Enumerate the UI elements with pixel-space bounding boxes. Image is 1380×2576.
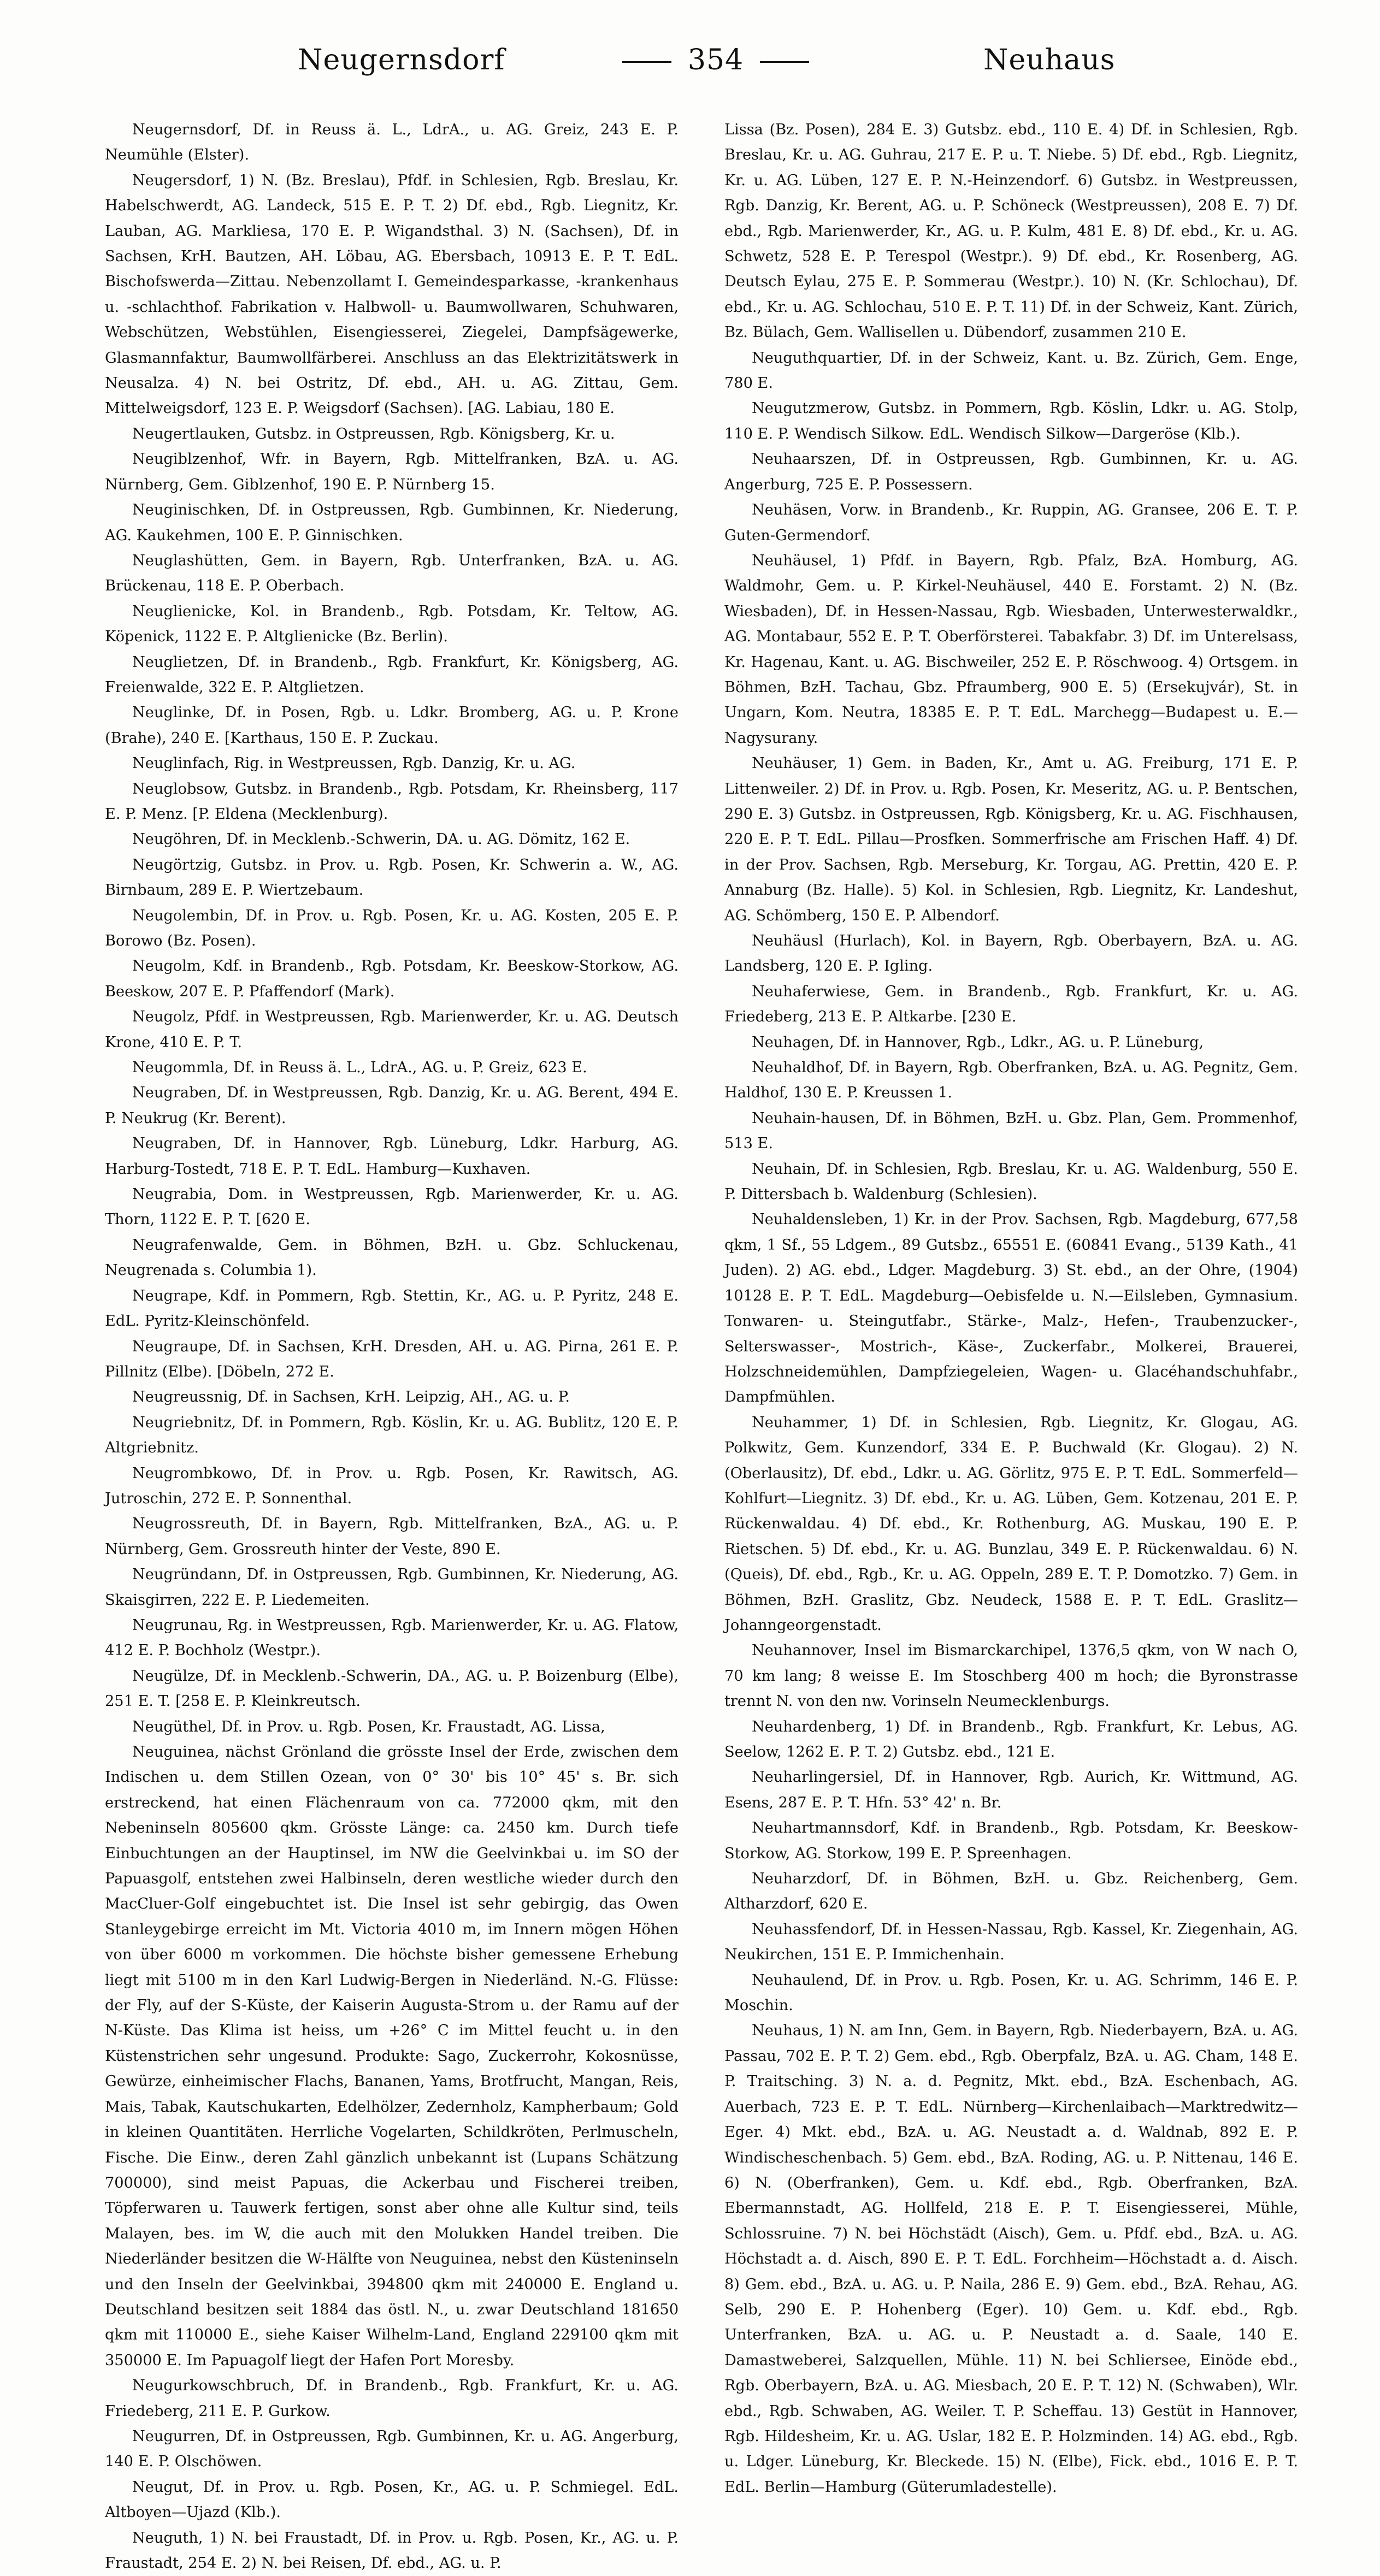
left-column	[105, 117, 679, 2572]
dictionary-entry: Neugüthel, Df. in Prov. u. Rgb. Posen, Kr. Fraustadt, AG. Lissa,	[132, 1718, 605, 1735]
dictionary-entry: Neuhaldhof, Df. in Bayern, Rgb. Oberfranken, BzA. u. AG. Pegnitz, Gem. Haldhof, 130 E. P. Kreussen 1.	[724, 1059, 1298, 1102]
dictionary-entry: Neugurkowschbruch, Df. in Brandenb., Rgb. Frankfurt, Kr. u. AG. Friedeberg, 211 E. P. Gurkow.	[105, 2377, 679, 2420]
running-header	[0, 33, 1380, 87]
dictionary-entry: Neuhartmannsdorf, Kdf. in Brandenb., Rgb. Potsdam, Kr. Beeskow-Storkow, AG. Storkow, 199 E. P. Spreenhagen.	[724, 1819, 1298, 1862]
dictionary-entry: Neugolm, Kdf. in Brandenb., Rgb. Potsdam, Kr. Beeskow-Storkow, AG. Beeskow, 207 E. P. Pfaffendorf (Mark).	[105, 958, 679, 1000]
dictionary-entry: Neuglienicke, Kol. in Brandenb., Rgb. Potsdam, Kr. Teltow, AG. Köpenick, 1122 E. P. Altglienicke (Bz. Berlin).	[105, 602, 679, 646]
dictionary-entry: Neuglinfach, Rig. in Westpreussen, Rgb. Danzig, Kr. u. AG.	[132, 755, 576, 772]
dictionary-entry: Neuharzdorf, Df. in Böhmen, BzH. u. Gbz. Reichenberg, Gem. Altharzdorf, 620 E.	[724, 1870, 1298, 1913]
dictionary-entry: Neugrossreuth, Df. in Bayern, Rgb. Mittelfranken, BzA., AG. u. P. Nürnberg, Gem. Grossreuth hinter der Veste, 890 E.	[105, 1515, 679, 1558]
page-number: 354	[687, 44, 744, 76]
dictionary-entry: Neuhagen, Df. in Hannover, Rgb., Ldkr., AG. u. P. Lüneburg,	[752, 1033, 1204, 1051]
dictionary-entry: Neugründann, Df. in Ostpreussen, Rgb. Gumbinnen, Kr. Niederung, AG. Skaisgirren, 222 E. P. Liedemeiten.	[105, 1566, 679, 1609]
dictionary-entry: Neugersdorf, 1) N. (Bz. Breslau), Pfdf. in Schlesien, Rgb. Breslau, Kr. Habelschwerdt, AG. Landeck, 515 E. P. T. 2) Df. ebd., Rgb. Liegnitz, Kr. Lauban, AG. Markliesa, 170 E. P. Wigandsthal. 3) N. (Sachsen), Df. in Sachsen, KrH. Bautzen, AH. Löbau, AG. Ebersbach, 10913 E. P. T. EdL. Bischofswerda—Zittau. Nebenzollamt I. Gemeindesparkasse, -krankenhaus u. -schlachthof. Fabrikation v. Halbwoll- u. Baumwollwaren, Schuhwaren, Webschützen, Webstühlen, Eisengiesserei, Ziegelei, Dampfsägewerke, Glasmannfaktur, Baumwollfärberei. Anschluss an das Elektrizitätswerk in Neusalza. 4) N. bei Ostritz, Df. ebd., AH. u. AG. Zittau, Gem. Mittelweigsdorf, 123 E. P. Weigsdorf (Sachsen). [AG. Labiau, 180 E.	[105, 172, 679, 417]
dictionary-entry: Neugrunau, Rg. in Westpreussen, Rgb. Marienwerder, Kr. u. AG. Flatow, 412 E. P. Bochholz (Westpr.).	[105, 1616, 679, 1659]
dictionary-entry: Neugommla, Df. in Reuss ä. L., LdrA., AG. u. P. Greiz, 623 E.	[132, 1059, 587, 1077]
dictionary-entry: Neugraben, Df. in Westpreussen, Rgb. Danzig, Kr. u. AG. Berent, 494 E. P. Neukrug (Kr. Berent).	[105, 1084, 679, 1127]
dictionary-entry: Neugörtzig, Gutsbz. in Prov. u. Rgb. Posen, Kr. Schwerin a. W., AG. Birnbaum, 289 E. P. Wiertzebaum.	[105, 856, 679, 899]
dictionary-entry: Neuharlingersiel, Df. in Hannover, Rgb. Aurich, Kr. Wittmund, AG. Esens, 287 E. P. T. Hfn. 53° 42' n. Br.	[724, 1769, 1298, 1811]
dictionary-entry: Neuglietzen, Df. in Brandenb., Rgb. Frankfurt, Kr. Königsberg, AG. Freienwalde, 322 E. P. Altglietzen.	[105, 653, 679, 696]
dictionary-entry: Neugöhren, Df. in Mecklenb.-Schwerin, DA. u. AG. Dömitz, 162 E.	[132, 831, 630, 848]
dictionary-entry: Neuhaulend, Df. in Prov. u. Rgb. Posen, Kr. u. AG. Schrimm, 146 E. P. Moschin.	[724, 1971, 1298, 2014]
dictionary-entry: Neuhassfendorf, Df. in Hessen-Nassau, Rgb. Kassel, Kr. Ziegenhain, AG. Neukirchen, 151 E. P. Immichenhain.	[724, 1921, 1298, 1964]
dictionary-entry: Neuguthquartier, Df. in der Schweiz, Kant. u. Bz. Zürich, Gem. Enge, 780 E.	[724, 349, 1298, 392]
dictionary-entry: Neugülze, Df. in Mecklenb.-Schwerin, DA., AG. u. P. Boizenburg (Elbe), 251 E. T. [258 E. P. Kleinkreutsch.	[105, 1667, 679, 1710]
dictionary-entry: Neuhaferwiese, Gem. in Brandenb., Rgb. Frankfurt, Kr. u. AG. Friedeberg, 213 E. P. Altkarbe. [230 E.	[724, 983, 1298, 1026]
dictionary-entry: Neuhaldensleben, 1) Kr. in der Prov. Sachsen, Rgb. Magdeburg, 677,58 qkm, 1 Sf., 55 Ldgem., 89 Gutsbz., 65551 E. (60841 Evang., 5139 Kath., 41 Juden). 2) AG. ebd., Ldger. Magdeburg. 3) St. ebd., an der Ohre, (1904) 10128 E. P. T. EdL. Magdeburg—Oebisfelde u. N.—Eilsleben, Gymnasium. Tonwaren- u. Steingutfabr., Stärke-, Malz-, Hefen-, Traubenzucker-, Selterswasser-, Mostrich-, Käse-, Zuckerfabr., Molkerei, Brauerei, Holzschneidemühlen, Dampfziegeleien, Wagen- u. Glacéhandschuhfabr., Dampfmühlen.	[724, 1211, 1298, 1406]
dictionary-entry: Neuhaarszen, Df. in Ostpreussen, Rgb. Gumbinnen, Kr. u. AG. Angerburg, 725 E. P. Possessern.	[724, 451, 1298, 493]
dictionary-entry: Neugertlauken, Gutsbz. in Ostpreussen, Rgb. Königsberg, Kr. u.	[132, 425, 615, 442]
dictionary-entry: Neuhammer, 1) Df. in Schlesien, Rgb. Liegnitz, Kr. Glogau, AG. Polkwitz, Gem. Kunzendorf, 334 E. P. Buchwald (Kr. Glogau). 2) N. (Oberlausitz), Df. ebd., Ldkr. u. AG. Görlitz, 975 E. P. T. EdL. Sommerfeld—Kohlfurt—Liegnitz. 3) Df. ebd., Kr. u. AG. Lüben, Gem. Kotzenau, 201 E. P. Rückenwaldau. 4) Df. ebd., Kr. Rothenburg, AG. Muskau, 190 E. P. Rietschen. 5) Df. ebd., Kr. u. AG. Bunzlau, 349 E. P. Rückenwaldau. 6) N. (Queis), Df. ebd., Rgb., Kr. u. AG. Oppeln, 289 E. T. P. Domotzko. 7) Gem. in Böhmen, BzH. Graslitz, Gbz. Neudeck, 1588 E. P. T. EdL. Graslitz—Johanngeorgenstadt.	[724, 1414, 1298, 1634]
dictionary-entry: Neuhäuser, 1) Gem. in Baden, Kr., Amt u. AG. Freiburg, 171 E. P. Littenweiler. 2) Df. in Prov. u. Rgb. Posen, Kr. Meseritz, AG. u. P. Bentschen, 290 E. 3) Gutsbz. in Ostpreussen, Rgb. Königsberg, Kr. u. AG. Fischhausen, 220 E. P. T. EdL. Pillau—Prosfken. Sommerfrische am Frischen Haff. 4) Df. in der Prov. Sachsen, Rgb. Merseburg, Kr. Torgau, AG. Prettin, 420 E. P. Annaburg (Bz. Halle). 5) Kol. in Schlesien, Rgb. Liegnitz, Kr. Landeshut, AG. Schömberg, 150 E. P. Albendorf.	[724, 755, 1298, 924]
header-page-number-group	[590, 44, 841, 76]
dictionary-entry: Neuguinea, nächst Grönland die grösste Insel der Erde, zwischen dem Indischen u. dem Stillen Ozean, von 0° 30' bis 10° 45' s. Br. sich erstreckend, hat einen Flächenraum von ca. 772000 qkm, mit den Nebeninseln 805600 qkm. Grösste Länge: ca. 2450 km. Durch tiefe Einbuchtungen an der Hauptinsel, im NW die Geelvinkbai u. im SO der Papuasgolf, entstehen zwei Halbinseln, deren westliche wieder durch den MacCluer-Golf eingebuchtet ist. Die Insel ist sehr gebirgig, das Owen Stanleygebirge erreicht im Mt. Victoria 4010 m, im Innern mögen Höhen von über 6000 m vorkommen. Die höchste bisher gemessene Erhebung liegt mit 5100 m in den Karl Ludwig-Bergen in Niederländ. N.-G. Flüsse: der Fly, auf der S-Küste, der Kaiserin Augusta-Strom u. der Ramu auf der N-Küste. Das Klima ist heiss, um +26° C im Mittel feucht u. in den Küstenstrichen sehr ungesund. Produkte: Sago, Zuckerrohr, Kokosnüsse, Gewürze, einheimischer Flachs, Bananen, Yams, Brotfrucht, Mangan, Reis, Mais, Tabak, Kautschukarten, Edelhölzer, Zedernholz, Kampherbaum; Gold in kleinen Quantitäten. Herrliche Vogelarten, Schildkröten, Perlmuscheln, Fische. Die Einw., deren Zahl gänzlich unbekannt ist (Lupans Schätzung 700000), sind meist Papuas, die Ackerbau und Fischerei treiben, Töpferwaren u. Tauwerk fertigen, sonst aber ohne alle Kultur sind, teils Malayen, bes. im W, die auch mit den Molukken Handel treiben. Die Niederländer besitzen die W-Hälfte von Neuguinea, nebst den Küsteninseln und den Inseln der Geelvinkbai, 394800 qkm mit 240000 E. England u. Deutschland besitzen seit 1884 das östl. N., u. zwar Deutschland 181650 qkm mit 110000 E., siehe Kaiser Wilhelm-Land, England 229100 qkm mit 350000 E. Im Papuagolf liegt der Hafen Port Moresby.	[105, 1744, 679, 2369]
dictionary-entry: Neugiblzenhof, Wfr. in Bayern, Rgb. Mittelfranken, BzA. u. AG. Nürnberg, Gem. Giblzenhof, 190 E. P. Nürnberg 15.	[105, 451, 679, 493]
dictionary-entry: Neugrombkowo, Df. in Prov. u. Rgb. Posen, Kr. Rawitsch, AG. Jutroschin, 272 E. P. Sonnenthal.	[105, 1464, 679, 1507]
dictionary-entry: Neuhäusel, 1) Pfdf. in Bayern, Rgb. Pfalz, BzA. Homburg, AG. Waldmohr, Gem. u. P. Kirkel-Neuhäusel, 440 E. Forstamt. 2) N. (Bz. Wiesbaden), Df. in Hessen-Nassau, Rgb. Wiesbaden, Unterwesterwaldkr., AG. Montabaur, 552 E. P. T. Oberförsterei. Tabakfabr. 3) Df. im Unterelsass, Kr. Hagenau, Kant. u. AG. Bischweiler, 252 E. P. Röschwoog. 4) Ortsgem. in Böhmen, BzH. Tachau, Gbz. Pfraumberg, 900 E. 5) (Ersekujvár), St. in Ungarn, Kom. Neutra, 18385 E. P. T. EdL. Marchegg—Budapest u. E.—Nagysurany.	[724, 552, 1298, 747]
dictionary-entry: Neugolz, Pfdf. in Westpreussen, Rgb. Marienwerder, Kr. u. AG. Deutsch Krone, 410 E. P. T.	[105, 1008, 679, 1051]
dictionary-entry: Neugraben, Df. in Hannover, Rgb. Lüneburg, Ldkr. Harburg, AG. Harburg-Tostedt, 718 E. P. T. EdL. Hamburg—Kuxhaven.	[105, 1135, 679, 1178]
dictionary-entry: Neugrafenwalde, Gem. in Böhmen, BzH. u. Gbz. Schluckenau, Neugrenada s. Columbia 1).	[105, 1236, 679, 1279]
dictionary-entry: Neugraupe, Df. in Sachsen, KrH. Dresden, AH. u. AG. Pirna, 261 E. P. Pillnitz (Elbe). [Döbeln, 272 E.	[105, 1338, 679, 1380]
header-left-word: Neugernsdorf	[298, 44, 505, 76]
dictionary-entry: Neuhardenberg, 1) Df. in Brandenb., Rgb. Frankfurt, Kr. Lebus, AG. Seelow, 1262 E. P. T. 2) Gutsbz. ebd., 121 E.	[724, 1718, 1298, 1760]
dictionary-entry: Neuhäusl (Hurlach), Kol. in Bayern, Rgb. Oberbayern, BzA. u. AG. Landsberg, 120 E. P. Igling.	[724, 932, 1298, 975]
header-right-word: Neuhaus	[983, 44, 1116, 76]
dictionary-entry: Neuhain-hausen, Df. in Böhmen, BzH. u. Gbz. Plan, Gem. Prommenhof, 513 E.	[724, 1109, 1298, 1153]
dictionary-entry: Neugreussnig, Df. in Sachsen, KrH. Leipzig, AH., AG. u. P.	[132, 1389, 570, 1406]
dictionary-entry: Neugernsdorf, Df. in Reuss ä. L., LdrA., u. AG. Greiz, 243 E. P. Neumühle (Elster).	[105, 121, 679, 164]
dictionary-entry: Neuhannover, Insel im Bismarckarchipel, 1376,5 qkm, von W nach O, 70 km lang; 8 weisse E. Im Stoschberg 400 m hoch; die Byronstrasse trennt N. von den nw. Vorinseln Neumecklenburgs.	[724, 1642, 1298, 1710]
dictionary-entry: Neuglobsow, Gutsbz. in Brandenb., Rgb. Potsdam, Kr. Rheinsberg, 117 E. P. Menz. [P. Eldena (Mecklenburg).	[105, 780, 679, 823]
dictionary-entry: Lissa (Bz. Posen), 284 E. 3) Gutsbz. ebd., 110 E. 4) Df. in Schlesien, Rgb. Breslau, Kr. u. AG. Guhrau, 217 E. P. u. T. Niebe. 5) Df. ebd., Rgb. Liegnitz, Kr. u. AG. Lüben, 127 E. P. N.-Heinzendorf. 6) Gutsbz. in Westpreussen, Rgb. Danzig, Kr. Berent, AG. u. P. Schöneck (Westpreussen), 208 E. 7) Df. ebd., Rgb. Marienwerder, Kr., AG. u. P. Kulm, 481 E. 8) Df. ebd., Kr. u. AG. Schwetz, 528 E. P. Terespol (Westpr.). 9) Df. ebd., Kr. Rosenberg, AG. Deutsch Eylau, 275 E. P. Sommerau (Westpr.). 10) N. (Kr. Schlochau), Df. ebd., Kr. u. AG. Schlochau, 510 E. P. T. 11) Df. in der Schweiz, Kant. Zürich, Bz. Bülach, Gem. Wallisellen u. Dübendorf, zusammen 210 E.	[724, 121, 1298, 341]
column-gutter	[700, 117, 701, 1991]
right-column	[724, 117, 1298, 2496]
dictionary-entry: Neuhaus, 1) N. am Inn, Gem. in Bayern, Rgb. Niederbayern, BzA. u. AG. Passau, 702 E. P. T. 2) Gem. ebd., Rgb. Oberpfalz, BzA. u. AG. Cham, 148 E. P. Traitsching. 3) N. a. d. Pegnitz, Mkt. ebd., BzA. Eschenbach, AG. Auerbach, 723 E. P. T. EdL. Nürnberg—Kirchenlaibach—Marktredwitz—Eger. 4) Mkt. ebd., BzA. u. AG. Neustadt a. d. Waldnab, 892 E. P. Windischeschenbach. 5) Gem. ebd., BzA. Roding, AG. u. P. Nittenau, 146 E. 6) N. (Oberfranken), Gem. u. Kdf. ebd., Rgb. Oberfranken, BzA. Ebermannstadt, AG. Hollfeld, 218 E. P. T. Eisengiesserei, Mühle, Schlossruine. 7) N. bei Höchstädt (Aisch), Gem. u. Pfdf. ebd., BzA. u. AG. Höchstadt a. d. Aisch, 890 E. P. T. EdL. Forchheim—Höchstadt a. d. Aisch. 8) Gem. ebd., BzA. u. AG. u. P. Naila, 286 E. 9) Gem. ebd., BzA. Rehau, AG. Selb, 290 E. P. Hohenberg (Eger). 10) Gem. u. Kdf. ebd., Rgb. Unterfranken, BzA. u. AG. u. P. Neustadt a. d. Saale, 140 E. Damastweberei, Salzquellen, Mühle. 11) N. bei Schliersee, Einöde ebd., Rgb. Oberbayern, BzA. u. AG. Miesbach, 20 E. P. T. 12) N. (Schwaben), Wlr. ebd., Rgb. Schwaben, AG. Weiler. T. P. Scheffau. 13) Gestüt in Hannover, Rgb. Hildesheim, Kr. u. AG. Uslar, 182 E. P. Holzminden. 14) AG. ebd., Rgb. u. Ldger. Lüneburg, Kr. Bleckede. 15) N. (Elbe), Fick. ebd., 1016 E. P. T. EdL. Berlin—Hamburg (Güterumladestelle).	[724, 2022, 1298, 2496]
dictionary-entry: Neuginischken, Df. in Ostpreussen, Rgb. Gumbinnen, Kr. Niederung, AG. Kaukehmen, 100 E. P. Ginnischken.	[105, 501, 679, 544]
dictionary-entry: Neuglinke, Df. in Posen, Rgb. u. Ldkr. Bromberg, AG. u. P. Krone (Brahe), 240 E. [Karthaus, 150 E. P. Zuckau.	[105, 704, 679, 747]
dictionary-entry: Neugutzmerow, Gutsbz. in Pommern, Rgb. Köslin, Ldkr. u. AG. Stolp, 110 E. P. Wendisch Silkow. EdL. Wendisch Silkow—Dargeröse (Klb.).	[724, 400, 1298, 442]
dictionary-entry: Neugrape, Kdf. in Pommern, Rgb. Stettin, Kr., AG. u. P. Pyritz, 248 E. EdL. Pyritz-Kleinschönfeld.	[105, 1287, 679, 1330]
dictionary-entry: Neuglashütten, Gem. in Bayern, Rgb. Unterfranken, BzA. u. AG. Brückenau, 118 E. P. Oberbach.	[105, 552, 679, 595]
dictionary-entry: Neuhain, Df. in Schlesien, Rgb. Breslau, Kr. u. AG. Waldenburg, 550 E. P. Dittersbach b. Waldenburg (Schlesien).	[724, 1160, 1298, 1203]
dictionary-entry: Neugurren, Df. in Ostpreussen, Rgb. Gumbinnen, Kr. u. AG. Angerburg, 140 E. P. Olschöwen.	[105, 2427, 679, 2471]
dictionary-entry: Neugrabia, Dom. in Westpreussen, Rgb. Marienwerder, Kr. u. AG. Thorn, 1122 E. P. T. [620 E.	[105, 1186, 679, 1228]
header-rule-left	[622, 61, 671, 63]
header-rule-right	[760, 61, 809, 63]
dictionary-entry: Neuguth, 1) N. bei Fraustadt, Df. in Prov. u. Rgb. Posen, Kr., AG. u. P. Fraustadt, 254 E. 2) N. bei Reisen, Df. ebd., AG. u. P.	[105, 2529, 679, 2572]
dictionary-entry: Neugut, Df. in Prov. u. Rgb. Posen, Kr., AG. u. P. Schmiegel. EdL. Altboyen—Ujazd (Klb.).	[105, 2478, 679, 2521]
dictionary-entry: Neuhäsen, Vorw. in Brandenb., Kr. Ruppin, AG. Gransee, 206 E. T. P. Guten-Germendorf.	[724, 501, 1298, 544]
dictionary-entry: Neugolembin, Df. in Prov. u. Rgb. Posen, Kr. u. AG. Kosten, 205 E. P. Borowo (Bz. Posen).	[105, 907, 679, 949]
dictionary-entry: Neugriebnitz, Df. in Pommern, Rgb. Köslin, Kr. u. AG. Bublitz, 120 E. P. Altgriebnitz.	[105, 1414, 679, 1457]
